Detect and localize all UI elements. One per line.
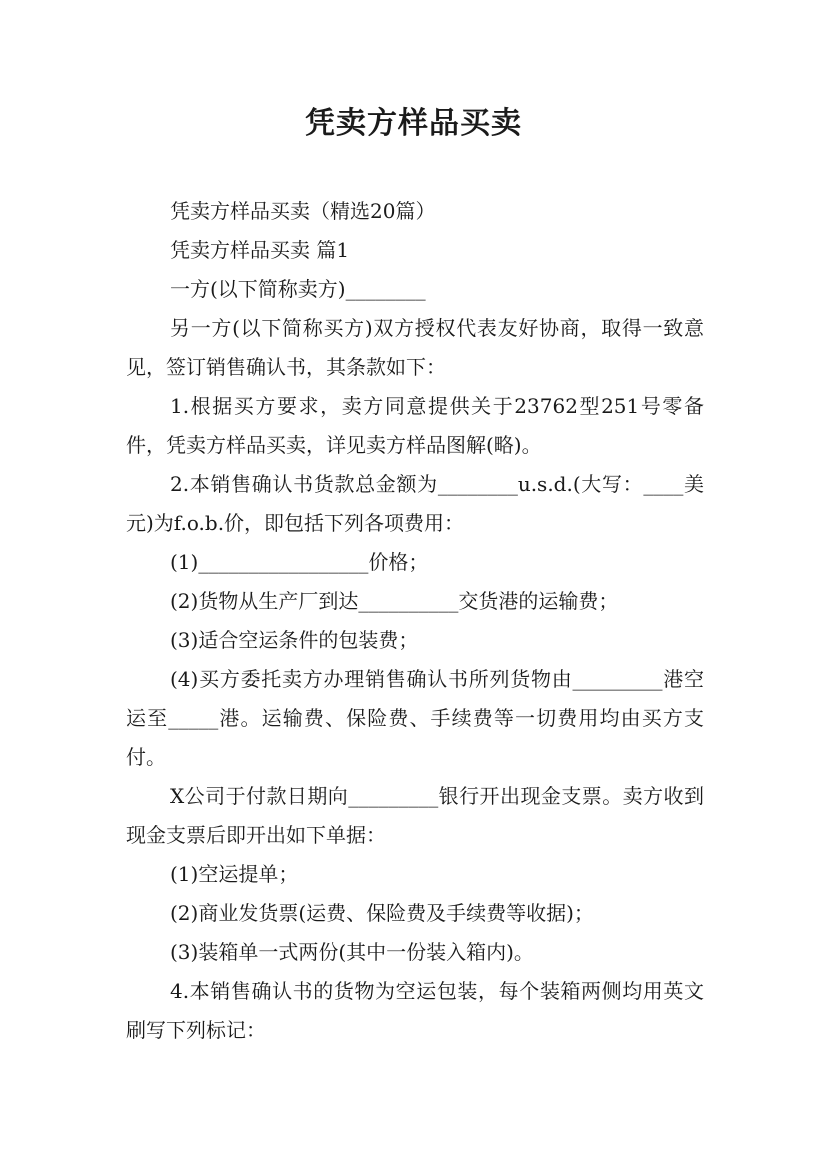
paragraph-doc-3: (3)装箱单一式两份(其中一份装入箱内)。 [170,940,534,964]
paragraph-buyer: 另一方(以下简称买方)双方授权代表友好协商，取得一致意见，签订销售确认书，其条款如下： [126,316,704,379]
paragraph-item-4: (4)买方委托卖方办理销售确认书所列货物由_________港空运至_____港。运输费、保险费、手续费等一切费用均由买方支付。 [126,667,704,769]
paragraph-clause-1: 1.根据买方要求，卖方同意提供关于23762型251号零备件，凭卖方样品买卖，详见卖方样品图解(略)。 [126,394,704,457]
paragraph-item-2: (2)货物从生产厂到达__________交货港的运输费； [170,589,619,613]
paragraph-seller: 一方(以下简称卖方)________ [170,277,426,301]
paragraph-item-1: (1)_________________价格； [170,550,429,574]
paragraph-doc-1: (1)空运提单； [170,862,299,886]
paragraph-clause-2: 2.本销售确认书货款总金额为________u.s.d.(大写：____美元)为f.o.b.价，即包括下列各项费用： [126,472,704,535]
paragraph-subtitle: 凭卖方样品买卖（精选20篇） [170,199,436,223]
paragraph-clause-4: 4.本销售确认书的货物为空运包装，每个装箱两侧均用英文刷写下列标记： [126,979,704,1042]
document-body [126,192,704,1050]
paragraph-doc-2: (2)商业发货票(运费、保险费及手续费等收据)； [170,901,594,925]
paragraph-item-3: (3)适合空运条件的包装费； [170,628,419,652]
document-title: 凭卖方样品买卖 [305,106,522,141]
paragraph-section-heading: 凭卖方样品买卖 篇1 [170,238,350,262]
paragraph-payment: X公司于付款日期向_________银行开出现金支票。卖方收到现金支票后即开出如下单据： [126,784,704,847]
